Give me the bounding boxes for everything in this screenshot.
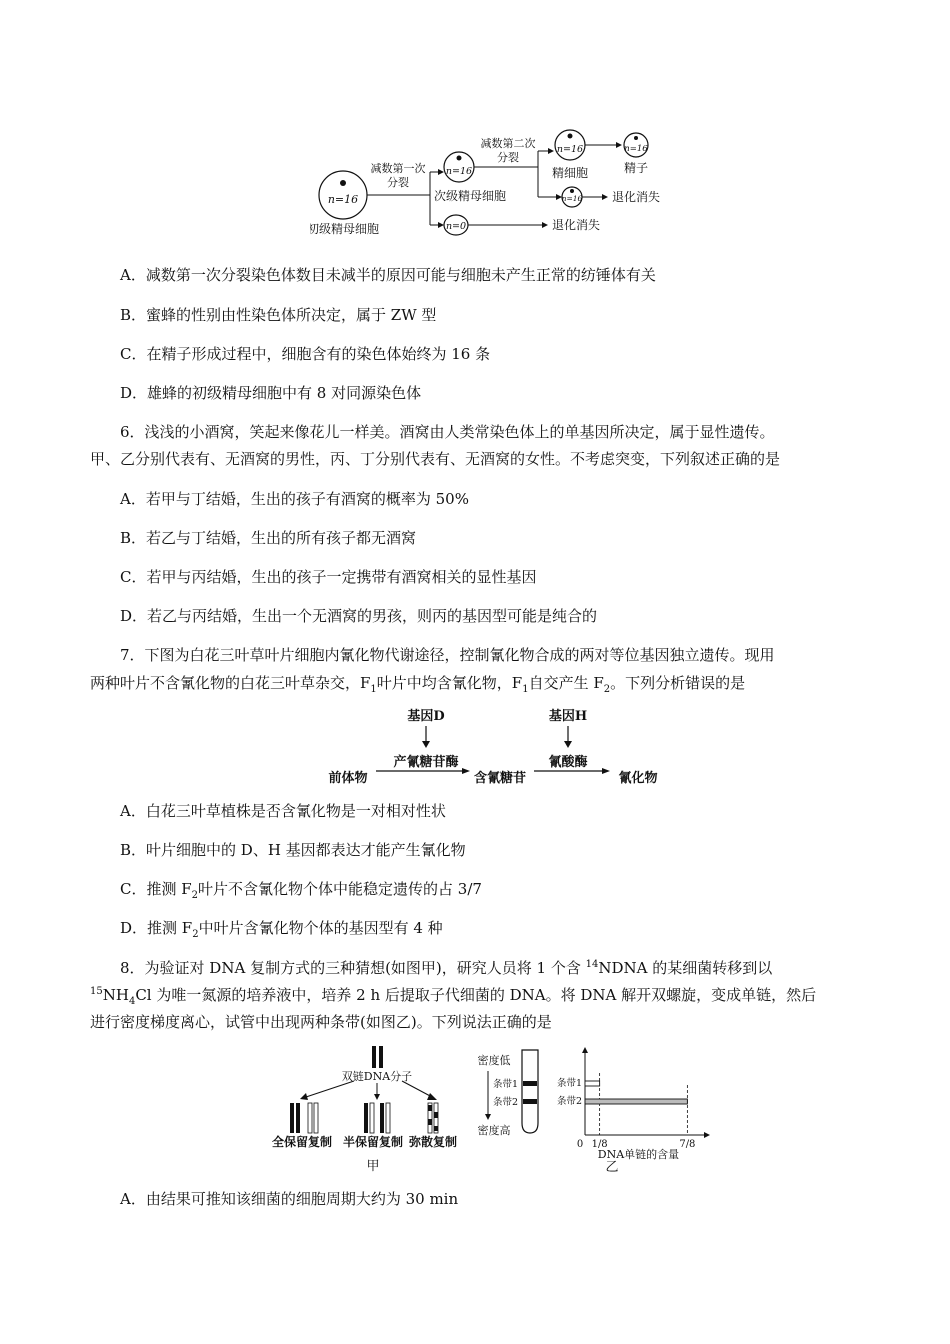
chart-band2-label: 条带2 (556, 1096, 582, 1107)
figure-jia-label: 甲 (366, 1159, 380, 1174)
division2-label-2: 分裂 (497, 151, 519, 164)
high-density-label: 密度高 (477, 1124, 511, 1137)
semiconservative-label: 半保留复制 (342, 1135, 404, 1149)
primary-cell-label: 初级精母细胞 (310, 222, 380, 236)
secondary-cell-label: 次级精母细胞 (433, 189, 507, 203)
conservative-label: 全保留复制 (271, 1135, 333, 1149)
y-axis-arrow (582, 1047, 588, 1053)
dispersive-label: 弥散复制 (408, 1135, 458, 1149)
band-content-chart (262, 1043, 712, 1178)
enzyme1-label: 产氰糖苷酶 (393, 755, 459, 770)
q8-stem-line2: $^{15}NH_4Cl$ 为唯一氮源的培养液中，培养 2 h 后提取子代细菌的 DNA。将 DNA 解开双螺旋，变成单链，然后 (90, 986, 817, 1007)
intermediate-label: 含氰糖苷 (473, 771, 527, 786)
x-axis-arrow (704, 1132, 710, 1138)
gene-h-label: 基因H (548, 709, 588, 724)
spermatid-label: 精细胞 (551, 166, 589, 180)
degenerate-label-1: 退化消失 (552, 218, 601, 232)
q5-option-a: A．减数第一次分裂染色体数目未减半的原因可能与细胞未产生正常的纺锤体有关 (120, 266, 656, 284)
q6-option-b: B．若乙与丁结婚，生出的所有孩子都无酒窝 (120, 529, 417, 547)
q6-option-d: D．若乙与丙结婚，生出一个无酒窝的男孩，则丙的基因型可能是纯合的 (120, 607, 598, 625)
q8-option-a: A．由结果可推知该细菌的细胞周期大约为 30 min (120, 1190, 459, 1208)
ds-dna-label: 双链DNA分子 (341, 1070, 413, 1083)
q5-option-b: B．蜜蜂的性别由性染色体所决定，属于 ZW 型 (120, 306, 437, 324)
svg-text:n=0: n=0 (445, 221, 467, 232)
svg-text:n=16: n=16 (561, 194, 583, 203)
division2-label-1: 减数第二次 (480, 137, 536, 150)
q6-option-c: C．若甲与丙结婚，生出的孩子一定携带有酒窝相关的显性基因 (120, 568, 537, 586)
q5-option-c: C．在精子形成过程中，细胞含有的染色体始终为 16 条 (120, 345, 491, 363)
precursor-label: 前体物 (328, 771, 368, 786)
gene-d-label: 基因D (407, 709, 445, 724)
svg-text:n=16: n=16 (624, 144, 648, 154)
enzyme2-label: 氰酸酶 (548, 755, 588, 770)
tube-band1-label: 条带1 (492, 1079, 518, 1090)
q7-stem-line2: 两种叶片不含氰化物的白花三叶草杂交，$F_1$叶片中均含氰化物，$F_1$自交产生 $F_2$。下列分析错误的是 (90, 674, 746, 695)
q7-option-a: A．白花三叶草植株是否含氰化物是一对相对性状 (120, 802, 446, 820)
q6-option-a: A．若甲与丁结婚，生出的孩子有酒窝的概率为 50% (120, 490, 469, 508)
low-density-label: 密度低 (477, 1054, 511, 1067)
band2-bar (585, 1099, 687, 1104)
dna-figure (262, 1043, 712, 1178)
q7-option-b: B．叶片细胞中的 D、H 基因都表达才能产生氰化物 (120, 841, 466, 859)
q6-stem-line1: 6．浅浅的小酒窝，笑起来像花儿一样美。酒窝由人类常染色体上的单基因所决定，属于显性遗传。 (120, 423, 775, 441)
band1-bar (585, 1081, 600, 1086)
tick-1-8-label: 1/8 (591, 1139, 608, 1150)
primary-n-label: n=16 (327, 193, 359, 206)
product-label: 氰化物 (618, 771, 658, 786)
svg-text:n=16: n=16 (445, 166, 473, 177)
q8-stem-line1: 8．为验证对 DNA 复制方式的三种猜想(如图甲)，研究人员将 1 个含 $^{14}$NDNA 的某细菌转移到以 (120, 959, 773, 977)
tube-band2-label: 条带2 (492, 1097, 518, 1108)
origin-label: 0 (576, 1139, 584, 1150)
q7-stem-line1: 7．下图为白花三叶草叶片细胞内氰化物代谢途径，控制氰化物合成的两对等位基因独立遗传。现用 (120, 646, 775, 664)
q5-option-d: D．雄蜂的初级精母细胞中有 8 对同源染色体 (120, 384, 422, 402)
division1-label-2: 分裂 (387, 176, 409, 189)
tick-7-8-label: 7/8 (679, 1139, 696, 1150)
pathway-figure (320, 706, 670, 790)
q8-stem-line3: 进行密度梯度离心，试管中出现两种条带(如图乙)。下列说法正确的是 (90, 1013, 552, 1031)
q6-stem-line2: 甲、乙分别代表有、无酒窝的男性，丙、丁分别代表有、无酒窝的女性。不考虑突变，下列叙述正确的是 (90, 450, 781, 468)
degenerate-label-2: 退化消失 (612, 190, 661, 204)
division1-label-1: 减数第一次 (370, 162, 426, 175)
x-axis-label: DNA单链的含量 (597, 1148, 680, 1161)
svg-text:n=16: n=16 (556, 144, 584, 155)
q7-option-d: D．推测 $F_2$中叶片含氰化物个体的基因型有 4 种 (120, 919, 443, 940)
sperm-label: 精子 (623, 161, 649, 175)
q7-option-c: C．推测 $F_2$叶片不含氰化物个体中能稳定遗传的占 3/7 (120, 880, 482, 901)
chart-band1-label: 条带1 (556, 1078, 582, 1089)
figure-yi-label: 乙 (605, 1160, 619, 1175)
meiosis-figure (310, 125, 670, 240)
